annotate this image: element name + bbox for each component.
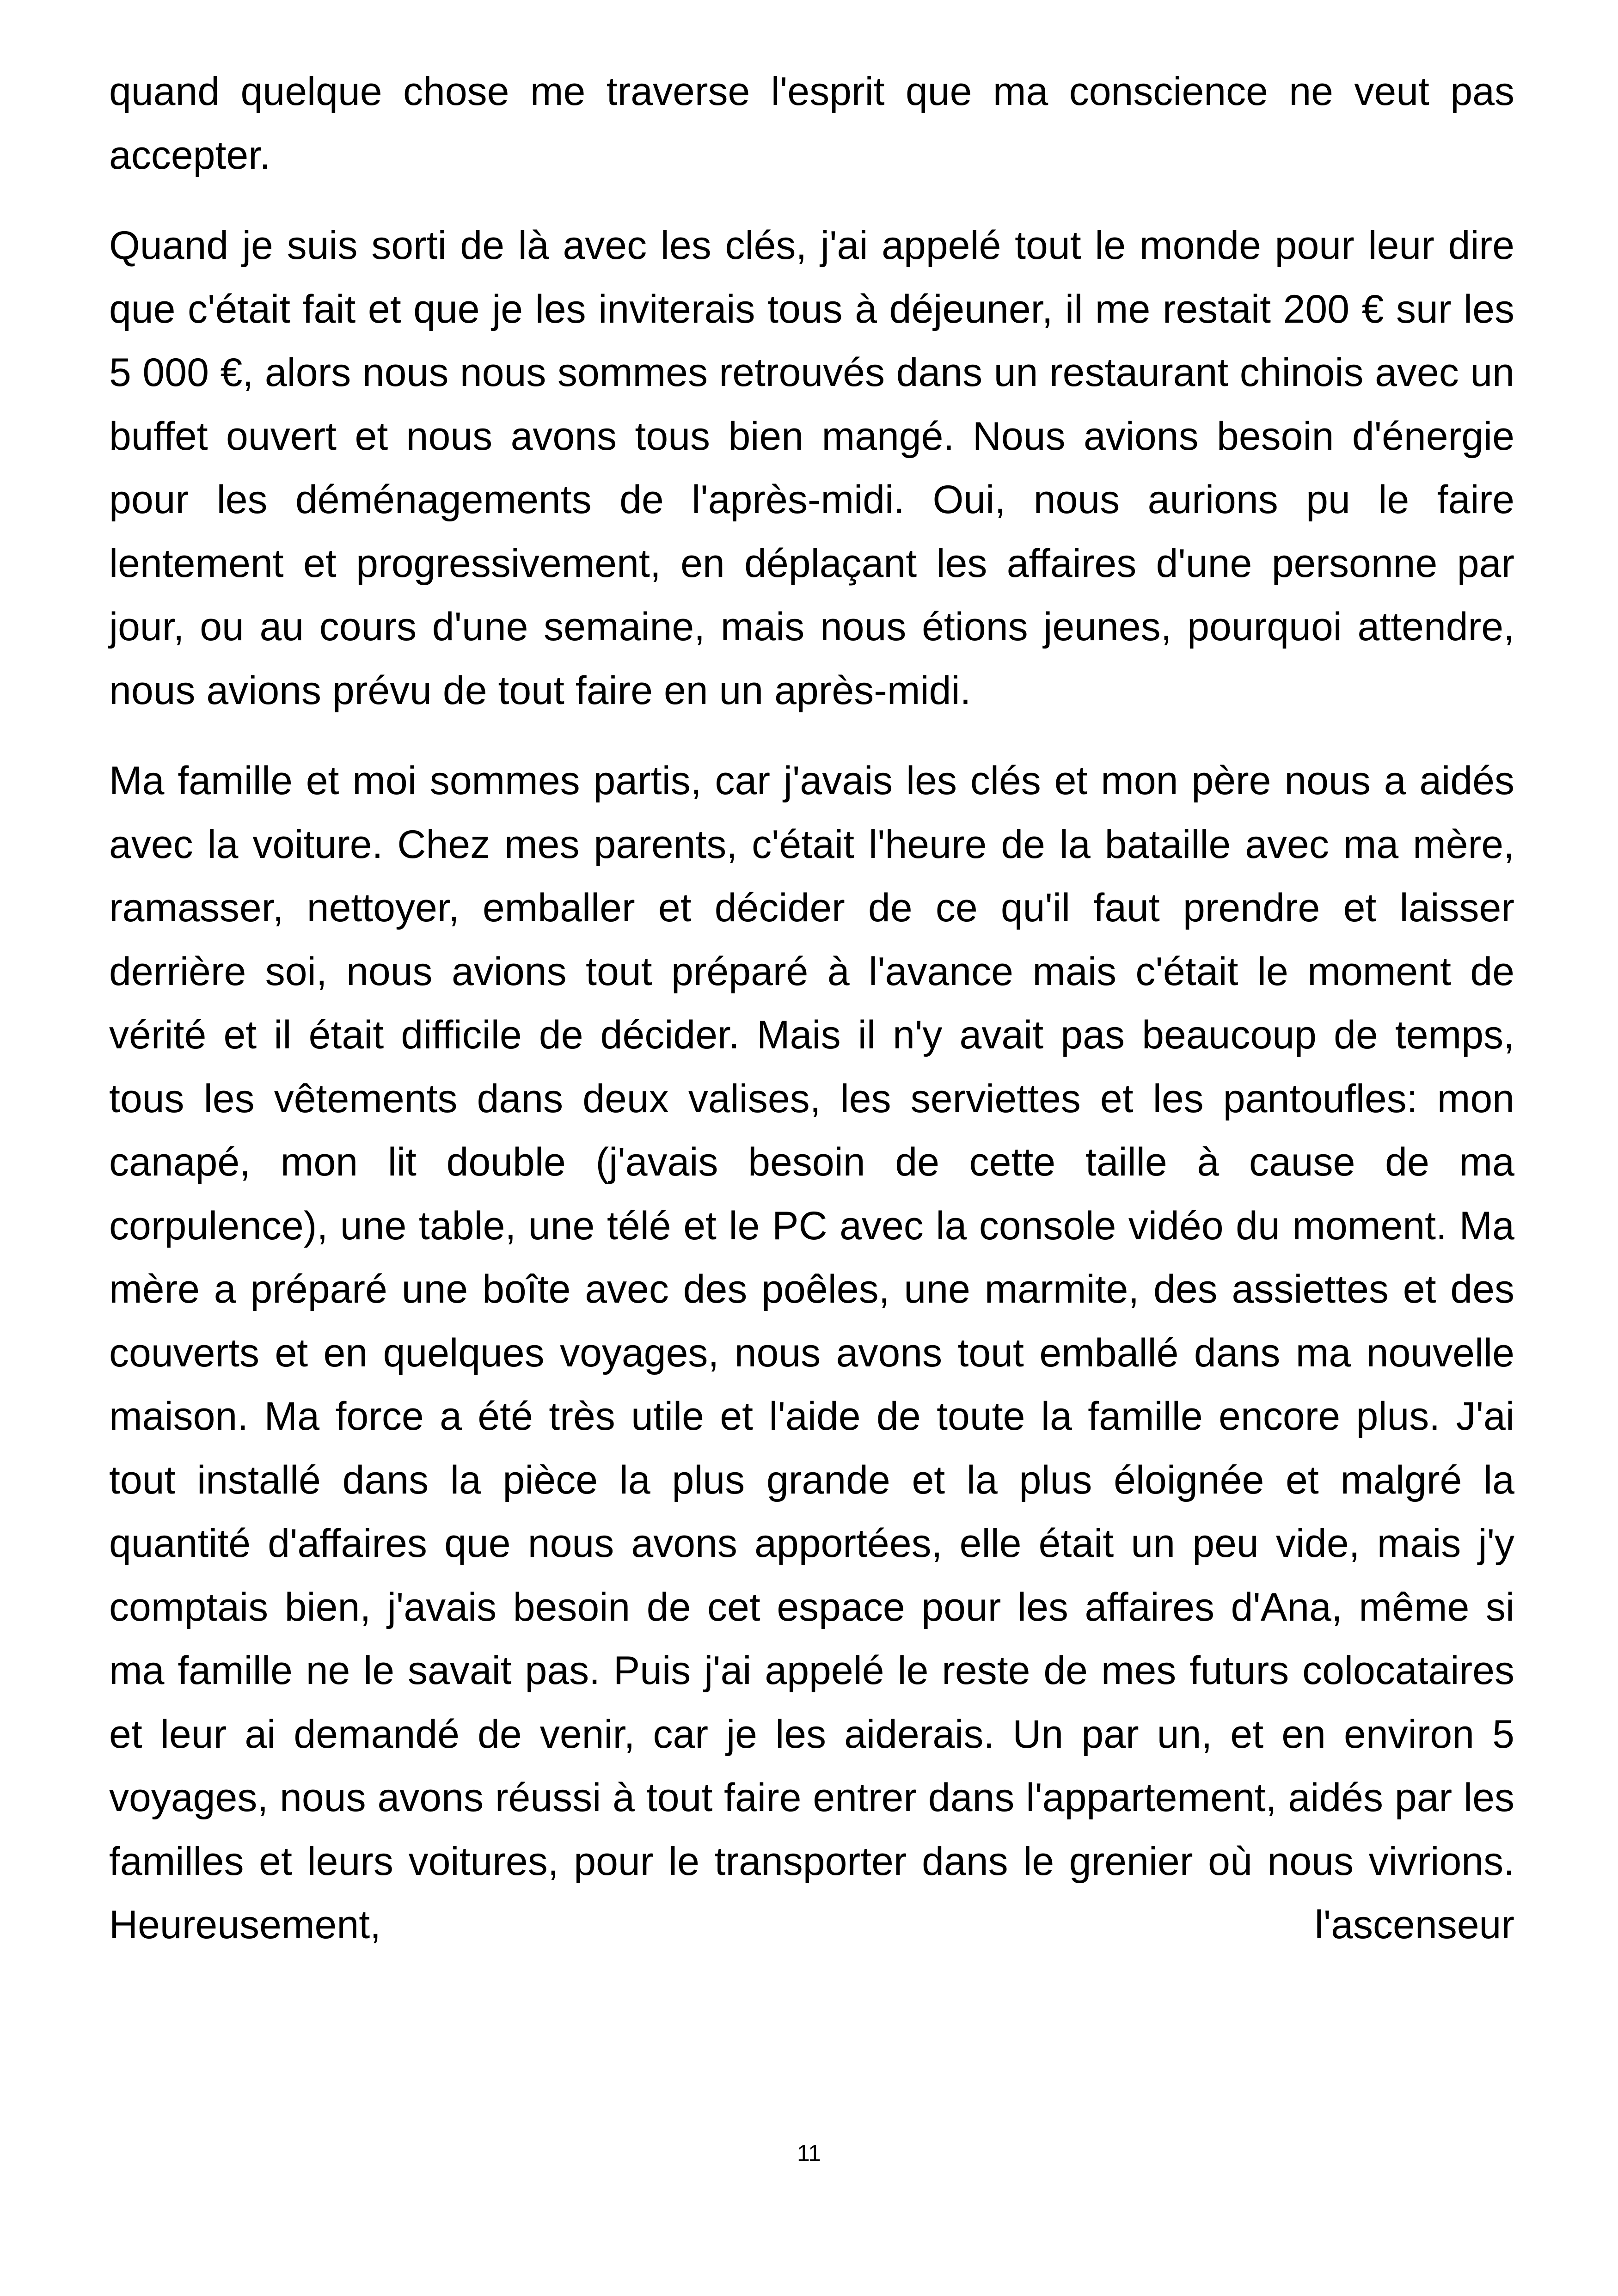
body-text [109,60,1514,1957]
paragraph-2: Quand je suis sorti de là avec les clés, j'ai appelé tout le monde pour leur dire que c'était fait et que je les inviterais tous à déjeuner, il me restait 200 € sur les 5 000 €, alors nous nous sommes retrouvés dans un restaurant chinois avec un buffet ouvert et nous avons tous bien mangé. Nous avions besoin d'énergie pour les déménagements de l'après-midi. Oui, nous aurions pu le faire lentement et progressivement, en déplaçant les affaires d'une personne par jour, ou au cours d'une semaine, mais nous étions jeunes, pourquoi attendre, nous avions prévu de tout faire en un après-midi. [109,223,1514,713]
paragraph-1: quand quelque chose me traverse l'esprit que ma conscience ne veut pas accepter. [109,69,1514,178]
paragraph-3: Ma famille et moi sommes partis, car j'avais les clés et mon père nous a aidés avec la voiture. Chez mes parents, c'était l'heure de la bataille avec ma mère, ramasser, nettoyer, emballer et décider de ce qu'il faut prendre et laisser derrière soi, nous avions tout préparé à l'avance mais c'était le moment de vérité et il était difficile de décider. Mais il n'y avait pas beaucoup de temps, tous les vêtements dans deux valises, les serviettes et les pantoufles: mon canapé, mon lit double (j'avais besoin de cette taille à cause de ma corpulence), une table, une télé et le PC avec la console vidéo du moment. Ma mère a préparé une boîte avec des poêles, une marmite, des assiettes et des couverts et en quelques voyages, nous avons tout emballé dans ma nouvelle maison. Ma force a été très utile et l'aide de toute la famille encore plus. J'ai tout installé dans la pièce la plus grande et la plus éloignée et malgré la quantité d'affaires que nous avons apportées, elle était un peu vide, mais j'y comptais bien, j'avais besoin de cet espace pour les affaires d'Ana, même si ma famille ne le savait pas. Puis j'ai appelé le reste de mes futurs colocataires et leur ai demandé de venir, car je les aiderais. Un par un, et en environ 5 voyages, nous avons réussi à tout faire entrer dans l'appartement, aidés par les familles et leurs voitures, pour le transporter dans le grenier où nous vivrions. Heureusement, l'ascenseur [109,759,1514,1947]
page-number: 11 [797,2140,821,2166]
